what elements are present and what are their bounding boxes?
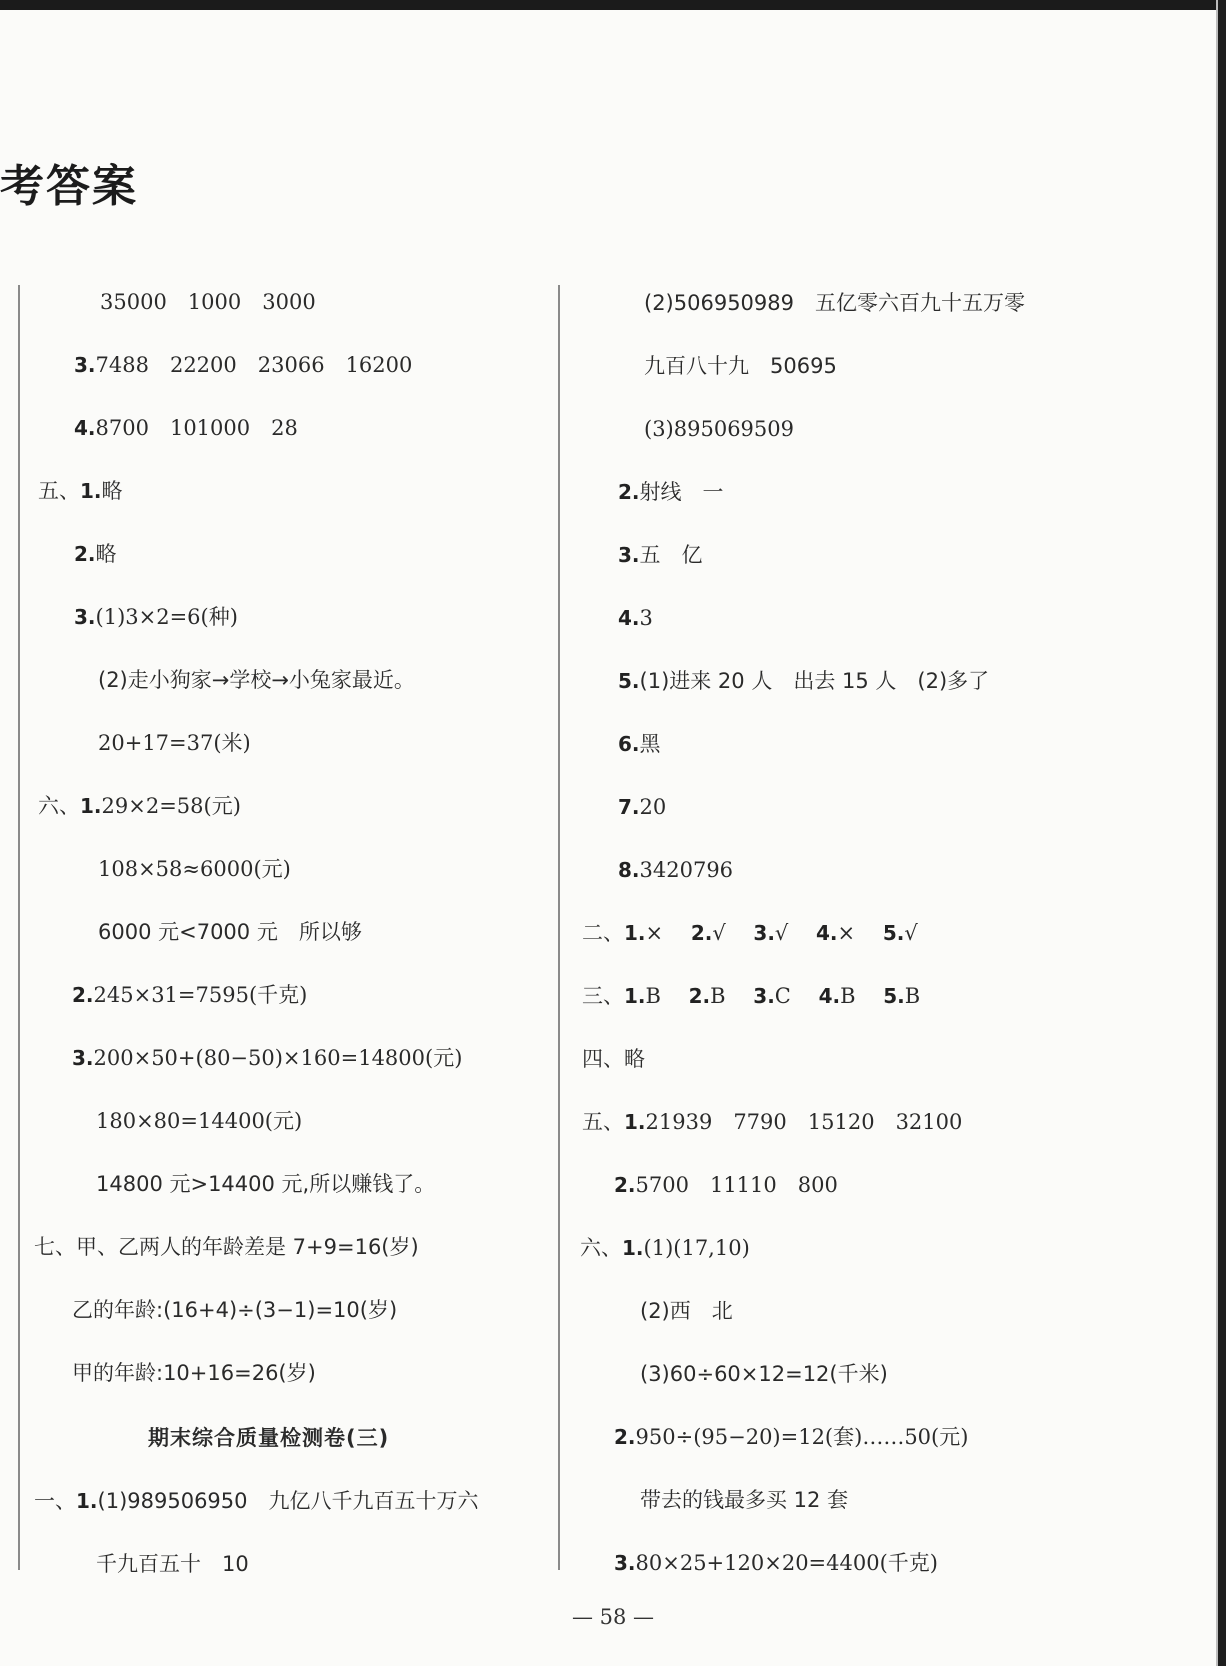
page-number: — 58 — <box>571 1605 655 1629</box>
answer-line: 3.7488 22200 23066 16200 <box>74 353 413 377</box>
answer-line: (2)走小狗家→学校→小兔家最近。 <box>98 668 415 692</box>
center-column-rule <box>558 285 560 1570</box>
answer-line: 一、1.(1)989506950 九亿八千九百五十万六 <box>34 1489 479 1513</box>
answer-line: 3.(1)3×2=6(种) <box>74 605 238 629</box>
answer-line: 2.略 <box>74 542 117 566</box>
answer-line: (2)506950989 五亿零六百九十五万零 <box>644 291 1025 315</box>
answer-line: 14800 元>14400 元,所以赚钱了。 <box>96 1172 436 1196</box>
right-scan-border <box>1218 0 1226 1666</box>
answer-line: 4.3 <box>618 606 653 630</box>
left-column-rule <box>18 285 20 1570</box>
answer-line: (3)60÷60×12=12(千米) <box>640 1362 888 1386</box>
answer-line: 三、1.B 2.B 3.C 4.B 5.B <box>582 984 921 1008</box>
answer-line: 6000 元<7000 元 所以够 <box>98 920 362 944</box>
top-scan-border <box>0 0 1226 10</box>
answer-line: 7.20 <box>618 795 667 819</box>
answer-line: 五、1.略 <box>38 479 123 503</box>
answer-line: 3.200×50+(80−50)×160=14800(元) <box>72 1046 463 1070</box>
answer-line: 180×80=14400(元) <box>96 1109 303 1133</box>
answer-line: 4.8700 101000 28 <box>74 416 298 440</box>
answer-line: 3.五 亿 <box>618 543 703 567</box>
answer-line: 35000 1000 3000 <box>100 290 316 314</box>
answer-line: 带去的钱最多买 12 套 <box>640 1488 849 1512</box>
answer-line: 五、1.21939 7790 15120 32100 <box>582 1110 963 1134</box>
answer-line: 2.950÷(95−20)=12(套)……50(元) <box>614 1425 969 1449</box>
right-scan-shadow <box>1216 0 1218 1666</box>
answer-line: 七、甲、乙两人的年龄差是 7+9=16(岁) <box>34 1235 419 1259</box>
answer-line: 2.射线 一 <box>618 480 724 504</box>
answer-line: 6.黑 <box>618 732 661 756</box>
answer-line: 108×58≈6000(元) <box>98 857 291 881</box>
answer-line: 千九百五十 10 <box>96 1552 249 1576</box>
section-heading: 期末综合质量检测卷(三) <box>148 1426 390 1450</box>
answer-line: 8.3420796 <box>618 858 734 882</box>
answer-line: 乙的年龄:(16+4)÷(3−1)=10(岁) <box>72 1298 398 1322</box>
answer-line: 2.245×31=7595(千克) <box>72 983 308 1007</box>
answer-line: 二、1.× 2.√ 3.√ 4.× 5.√ <box>582 921 918 945</box>
answer-line: (3)895069509 <box>644 417 794 441</box>
answer-line: 2.5700 11110 800 <box>614 1173 838 1197</box>
answer-line: 甲的年龄:10+16=26(岁) <box>72 1361 316 1385</box>
answer-line: 3.80×25+120×20=4400(千克) <box>614 1551 938 1575</box>
answer-line: 六、1.29×2=58(元) <box>38 794 241 818</box>
page-title: 考答案 <box>0 161 138 212</box>
answer-line: 九百八十九 50695 <box>644 354 837 378</box>
answer-line: 六、1.(1)(17,10) <box>580 1236 750 1260</box>
answer-line: 5.(1)进来 20 人 出去 15 人 (2)多了 <box>618 669 990 693</box>
answer-line: 20+17=37(米) <box>98 731 251 755</box>
answer-line: 四、略 <box>582 1047 645 1071</box>
answer-line: (2)西 北 <box>640 1299 733 1323</box>
